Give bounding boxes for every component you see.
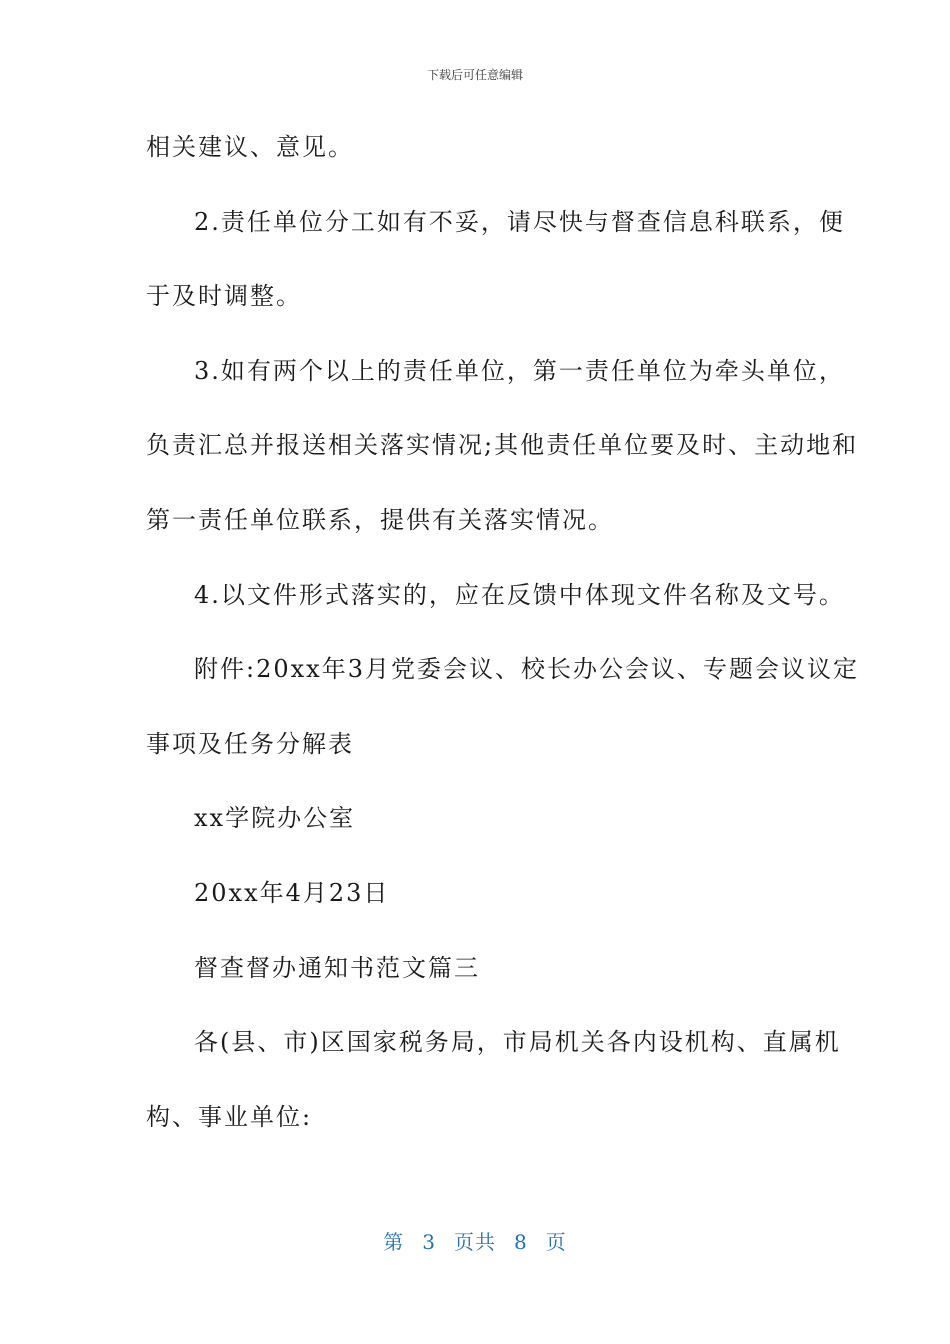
footer-middle: 页共 bbox=[454, 1230, 496, 1254]
text-line-1: 相关建议、意见。 bbox=[146, 133, 354, 161]
footer-total-pages: 8 bbox=[514, 1230, 528, 1254]
text-line-5: 负责汇总并报送相关落实情况;其他责任单位要及时、主动地和 bbox=[146, 431, 859, 460]
text-line-10: xx学院办公室 bbox=[194, 804, 356, 833]
text-line-12: 督查督办通知书范文篇三 bbox=[194, 953, 480, 982]
document-body bbox=[146, 124, 859, 1168]
footer-prefix: 第 bbox=[383, 1230, 405, 1254]
text-line-4: 3.如有两个以上的责任单位，第一责任单位为牵头单位， bbox=[194, 356, 845, 385]
text-line-7: 4.以文件形式落实的，应在反馈中体现文件名称及文号。 bbox=[194, 580, 845, 609]
text-line-13: 各(县、市)区国家税务局，市局机关各内设机构、直属机 bbox=[194, 1028, 841, 1057]
text-line-3: 于及时调整。 bbox=[146, 282, 302, 311]
page-header-note: 下载后可任意编辑 bbox=[426, 68, 523, 82]
footer-current-page: 3 bbox=[422, 1230, 436, 1254]
page-footer bbox=[0, 1226, 950, 1255]
text-line-8: 附件:20xx年3月党委会议、校长办公会议、专题会议议定 bbox=[194, 655, 859, 684]
text-line-14: 构、事业单位: bbox=[146, 1102, 313, 1131]
text-line-6: 第一责任单位联系，提供有关落实情况。 bbox=[146, 505, 614, 534]
text-line-9: 事项及任务分解表 bbox=[146, 729, 354, 758]
text-line-11: 20xx年4月23日 bbox=[194, 878, 390, 907]
footer-suffix: 页 bbox=[545, 1230, 567, 1254]
text-line-2: 2.责任单位分工如有不妥，请尽快与督查信息科联系，便 bbox=[194, 207, 845, 236]
